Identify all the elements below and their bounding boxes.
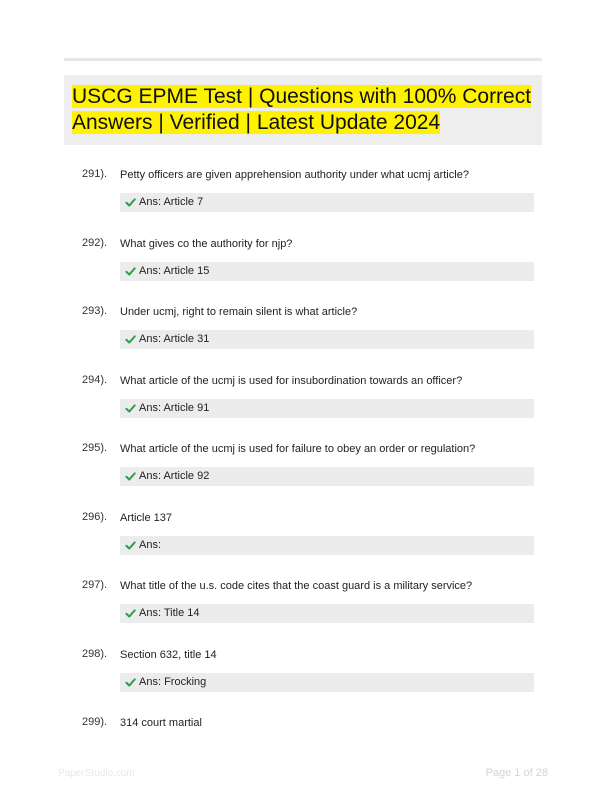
answer-text: Ans: Article 31 xyxy=(139,333,210,345)
question-number: 296). xyxy=(82,511,108,523)
check-icon xyxy=(125,197,136,208)
answer-text: Ans: Title 14 xyxy=(139,607,200,619)
question-number: 294). xyxy=(82,374,108,386)
document-title-text: USCG EPME Test | Questions with 100% Correct Answers | Verified | Latest Update 2024 xyxy=(72,85,532,134)
answer-box xyxy=(120,330,534,349)
answer-text: Ans: Frocking xyxy=(139,676,207,688)
check-icon xyxy=(125,266,136,277)
answer-text: Ans: xyxy=(139,539,162,551)
check-icon xyxy=(125,540,136,551)
check-icon xyxy=(125,471,136,482)
document-title xyxy=(72,84,538,136)
question-text: 314 court martial xyxy=(120,717,202,729)
answer-text: Ans: Article 7 xyxy=(139,196,204,208)
question-text: What article of the ucmj is used for insubordination towards an officer? xyxy=(120,375,463,387)
question-number: 299). xyxy=(82,716,108,728)
answer-box xyxy=(120,399,534,418)
title-block xyxy=(64,75,542,145)
answer-box xyxy=(120,193,534,212)
question-item-296 xyxy=(0,511,606,579)
answer-text: Ans: Article 91 xyxy=(139,402,210,414)
footer-watermark: PaperStudio.com xyxy=(58,768,135,779)
question-item-292 xyxy=(0,237,606,305)
answer-box xyxy=(120,262,534,281)
answer-box xyxy=(120,673,534,692)
question-number: 298). xyxy=(82,648,108,660)
answer-text: Ans: Article 15 xyxy=(139,265,210,277)
page-number: Page 1 of 28 xyxy=(485,767,548,779)
question-number: 291). xyxy=(82,168,108,180)
top-divider xyxy=(64,58,542,61)
check-icon xyxy=(125,677,136,688)
check-icon xyxy=(125,403,136,414)
question-item-294 xyxy=(0,374,606,442)
question-text: Article 137 xyxy=(120,512,172,524)
question-text: What gives co the authority for njp? xyxy=(120,238,293,250)
question-item-298 xyxy=(0,648,606,716)
answer-box xyxy=(120,604,534,623)
question-text: What title of the u.s. code cites that the coast guard is a military service? xyxy=(120,580,473,592)
question-number: 293). xyxy=(82,305,108,317)
check-icon xyxy=(125,334,136,345)
question-number: 292). xyxy=(82,237,108,249)
question-item-295 xyxy=(0,442,606,510)
answer-box xyxy=(120,467,534,486)
question-number: 295). xyxy=(82,442,108,454)
question-text: Under ucmj, right to remain silent is what article? xyxy=(120,306,358,318)
question-item-299 xyxy=(0,716,606,746)
question-item-293 xyxy=(0,305,606,373)
question-item-297 xyxy=(0,579,606,647)
question-number: 297). xyxy=(82,579,108,591)
question-text: Section 632, title 14 xyxy=(120,649,217,661)
question-text: Petty officers are given apprehension authority under what ucmj article? xyxy=(120,169,469,181)
check-icon xyxy=(125,608,136,619)
answer-text: Ans: Article 92 xyxy=(139,470,210,482)
question-item-291 xyxy=(0,168,606,236)
answer-box xyxy=(120,536,534,555)
question-text: What article of the ucmj is used for failure to obey an order or regulation? xyxy=(120,443,476,455)
